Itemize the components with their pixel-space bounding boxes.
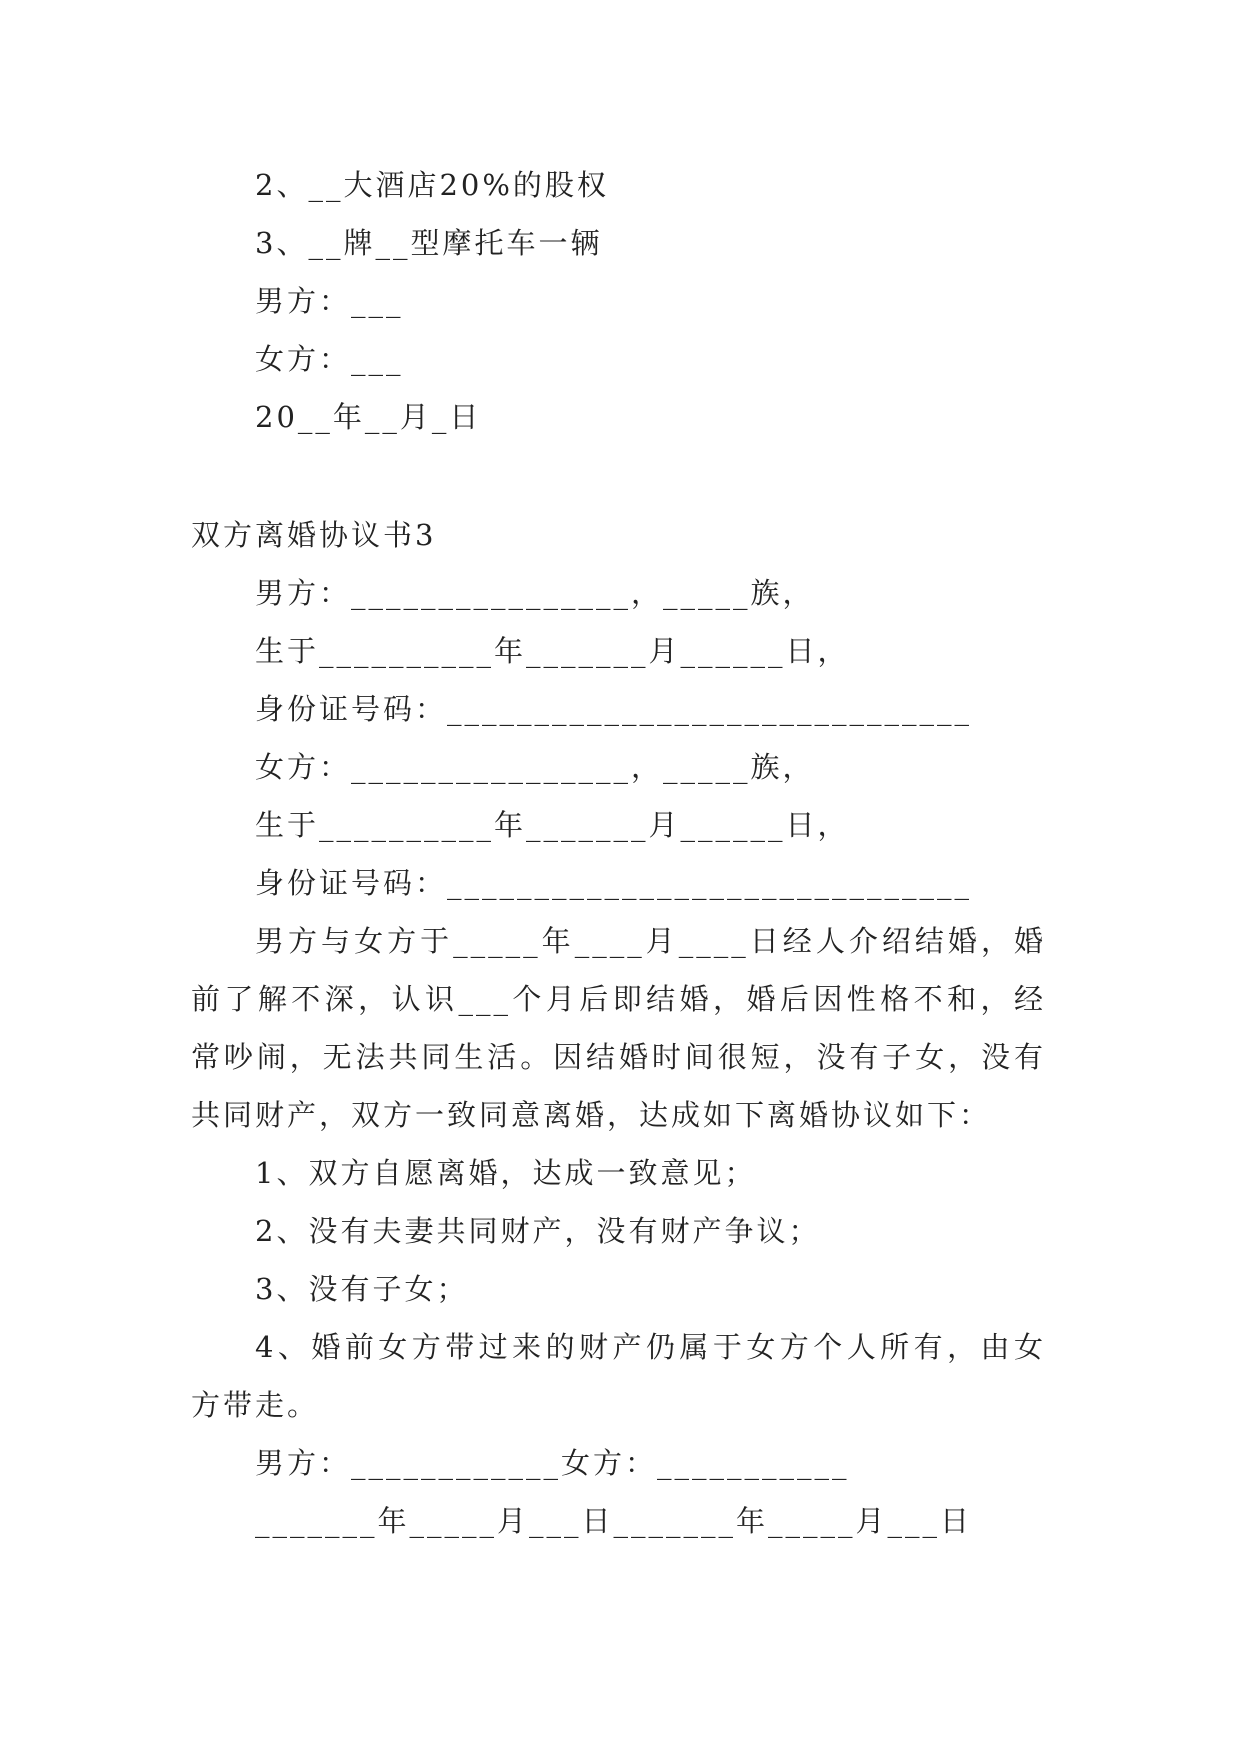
agreement-item-1: 1、双方自愿离婚，达成一致意见； xyxy=(255,1156,757,1190)
male-birth-line: 生于__________年_______月______日， xyxy=(255,634,850,668)
paragraph-line: 常吵闹，无法共同生活。因结婚时间很短，没有子女，没有 xyxy=(191,1040,1046,1074)
agreement-item-4: 4、婚前女方带过来的财产仍属于女方个人所有，由女 xyxy=(255,1330,1046,1364)
signature-line: 男方：____________女方：___________ xyxy=(255,1446,850,1480)
paragraph-line: 男方与女方于_____年____月____日经人介绍结婚，婚 xyxy=(255,924,1046,958)
male-name-line: 男方：________________，_____族， xyxy=(255,576,815,610)
female-name-line: 女方：________________，_____族， xyxy=(255,750,815,784)
agreement-item-4-continuation: 方带走。 xyxy=(191,1388,320,1422)
asset-item-2: 2、__大酒店20%的股权 xyxy=(255,168,609,202)
female-id-line: 身份证号码：______________________________ xyxy=(255,866,973,900)
agreement-item-3: 3、没有子女； xyxy=(255,1272,469,1306)
agreement-title: 双方离婚协议书3 xyxy=(191,518,437,552)
paragraph-line: 前了解不深，认识___个月后即结婚，婚后因性格不和，经 xyxy=(191,982,1046,1016)
female-birth-line: 生于__________年_______月______日， xyxy=(255,808,850,842)
signature-male: 男方：___ xyxy=(255,284,404,318)
paragraph-line: 共同财产，双方一致同意离婚，达成如下离婚协议如下： xyxy=(191,1098,992,1132)
signature-dates-line: _______年_____月___日_______年_____月___日 xyxy=(255,1504,973,1538)
signature-date: 20__年__月_日 xyxy=(255,400,482,434)
agreement-item-2: 2、没有夫妻共同财产，没有财产争议； xyxy=(255,1214,821,1248)
signature-female: 女方：___ xyxy=(255,342,404,376)
asset-item-3: 3、__牌__型摩托车一辆 xyxy=(255,226,603,260)
male-id-line: 身份证号码：______________________________ xyxy=(255,692,973,726)
